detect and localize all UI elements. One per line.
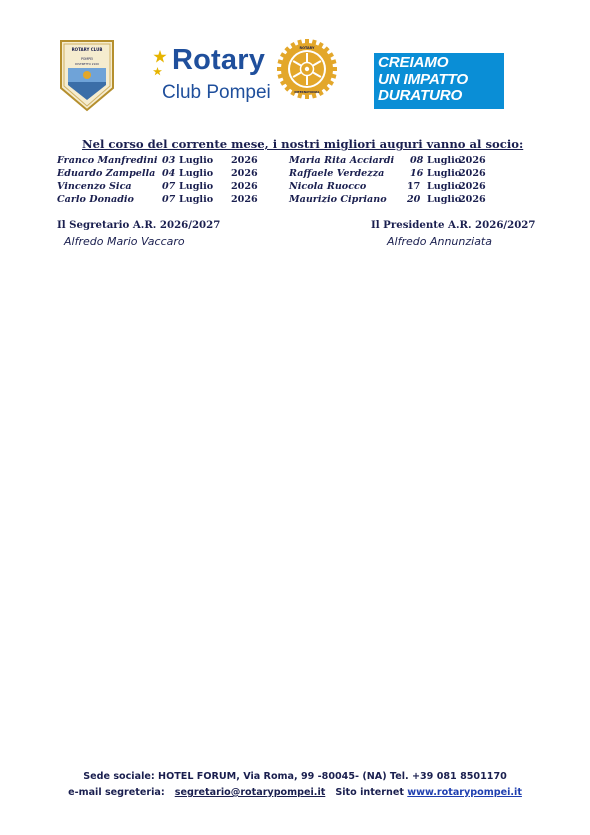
- secretary-signature: Alfredo Mario Vaccaro: [64, 235, 185, 248]
- birthday-year: 2026: [231, 194, 258, 205]
- birthday-month: Luglio: [427, 181, 462, 192]
- member-name: Eduardo Zampella: [57, 168, 156, 179]
- wheel-text-bottom: INTERNATIONAL: [294, 90, 320, 94]
- birthday-day: 04: [162, 168, 176, 179]
- pennant-text-bot: DISTRETTO 2100: [75, 62, 99, 66]
- footer-address: Sede sociale: HOTEL FORUM, Via Roma, 99 -80045- (NA) Tel. +39 081 8501170: [83, 771, 507, 782]
- impact-banner: [374, 53, 504, 109]
- email-label: e-mail segreteria:: [68, 787, 165, 798]
- birthday-day: 20: [407, 194, 421, 205]
- president-signature: Alfredo Annunziata: [387, 235, 492, 248]
- pennant-text-mid: POMPEI: [80, 57, 94, 61]
- birthday-day: 07: [162, 181, 176, 192]
- birthday-year: 2026: [459, 155, 486, 166]
- birthday-month: Luglio: [427, 194, 462, 205]
- birthday-day: 16: [410, 168, 424, 179]
- email-link[interactable]: segretario@rotarypompei.it: [174, 787, 326, 798]
- club-name-wordmark: Club Pompei: [162, 82, 271, 103]
- member-name: Franco Manfredini: [57, 155, 158, 166]
- birthday-month: Luglio: [179, 168, 214, 179]
- footer-contacts: [0, 787, 590, 798]
- stars-icon: [153, 50, 167, 80]
- president-title: Il Presidente A.R. 2026/2027: [371, 219, 536, 231]
- wheel-text-top: ROTARY: [299, 46, 315, 50]
- rotary-wheel-icon: [276, 38, 338, 100]
- pennant-text-top: ROTARY CLUB: [71, 47, 103, 52]
- birthday-month: Luglio: [179, 181, 214, 192]
- birthday-year: 2026: [231, 168, 258, 179]
- birthday-year: 2026: [459, 194, 486, 205]
- birthday-day: 07: [162, 194, 176, 205]
- secretary-title: Il Segretario A.R. 2026/2027: [57, 219, 221, 231]
- birthday-month: Luglio: [427, 155, 462, 166]
- member-name: Maurizio Cipriano: [289, 194, 387, 205]
- birthday-day: 03: [162, 155, 176, 166]
- birthday-day: 08: [410, 155, 424, 166]
- club-pennant-logo: [58, 38, 116, 112]
- birthday-month: Luglio: [179, 194, 214, 205]
- website-label: Sito internet: [335, 787, 404, 798]
- birthday-day: 17: [407, 181, 421, 192]
- member-name: Vincenzo Sica: [57, 181, 132, 192]
- birthday-heading: Nel corso del corrente mese, i nostri migliori auguri vanno al socio:: [82, 137, 524, 151]
- birthday-month: Luglio: [179, 155, 214, 166]
- banner-line-2: UN IMPATTO: [378, 70, 468, 88]
- birthday-year: 2026: [459, 181, 486, 192]
- member-name: Raffaele Verdezza: [289, 168, 385, 179]
- birthday-year: 2026: [231, 155, 258, 166]
- banner-line-3: DURATURO: [378, 87, 463, 104]
- member-name: Carlo Donadio: [57, 194, 134, 205]
- banner-line-1: CREIAMO: [378, 54, 449, 71]
- rotary-wordmark: Rotary: [172, 44, 266, 76]
- member-name: Nicola Ruocco: [289, 181, 367, 192]
- birthday-year: 2026: [231, 181, 258, 192]
- website-link[interactable]: www.rotarypompei.it: [407, 787, 522, 798]
- birthday-year: 2026: [459, 168, 486, 179]
- birthday-month: Luglio: [427, 168, 462, 179]
- member-name: Maria Rita Acciardi: [289, 155, 395, 166]
